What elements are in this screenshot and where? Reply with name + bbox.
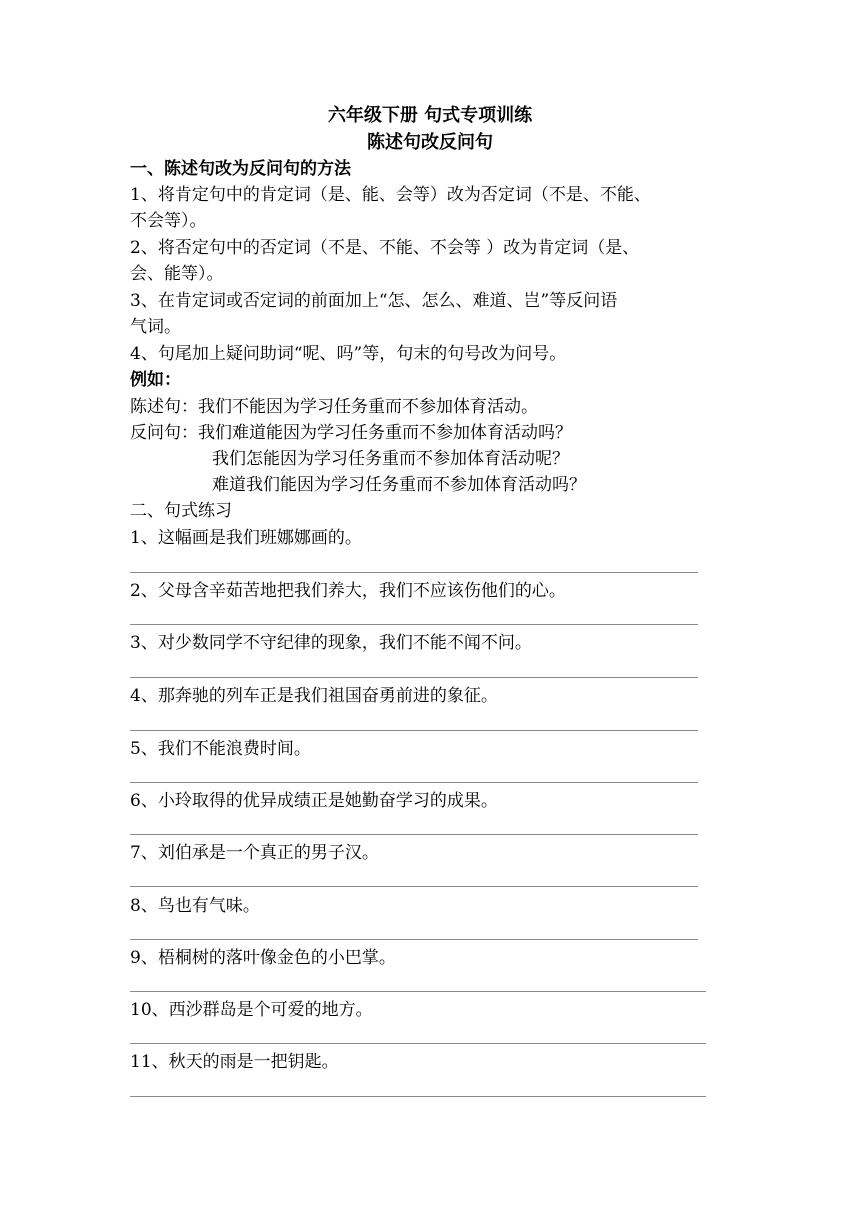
answer-line[interactable] bbox=[130, 1043, 706, 1044]
answer-line[interactable] bbox=[130, 572, 698, 573]
method-line: 4、句尾加上疑问助词“呢、吗”等，句末的句号改为问号。 bbox=[130, 344, 567, 364]
method-line: 会、能等）。 bbox=[130, 264, 224, 284]
practice-item: 7、刘伯承是一个真正的男子汉。 bbox=[130, 843, 379, 863]
practice-item: 3、对少数同学不守纪律的现象，我们不能不闻不问。 bbox=[130, 633, 532, 653]
answer-line[interactable] bbox=[130, 834, 698, 835]
practice-item: 1、这幅画是我们班娜娜画的。 bbox=[130, 528, 362, 548]
practice-item: 8、鸟也有气味。 bbox=[130, 896, 260, 916]
answer-line[interactable] bbox=[130, 886, 698, 887]
example-rhetorical: 反问句：我们难道能因为学习任务重而不参加体育活动吗？ bbox=[130, 423, 572, 443]
method-line: 气词。 bbox=[130, 317, 181, 337]
method-line: 3、在肯定词或否定词的前面加上“怎、怎么、难道、岂”等反问语 bbox=[130, 291, 618, 311]
methods-heading: 一、陈述句改为反问句的方法 bbox=[130, 159, 351, 179]
answer-line[interactable] bbox=[130, 782, 698, 783]
practice-item: 10、西沙群岛是个可爱的地方。 bbox=[130, 1000, 373, 1020]
page-title: 六年级下册 句式专项训练 bbox=[327, 105, 533, 126]
practice-item: 11、秋天的雨是一把钥匙。 bbox=[130, 1052, 339, 1072]
method-line: 不会等）。 bbox=[130, 211, 207, 231]
example-heading: 例如： bbox=[130, 370, 181, 390]
method-line: 2、将否定句中的否定词（不是、不能、不会等 ）改为肯定词（是、 bbox=[130, 238, 640, 258]
method-line: 1、将肯定句中的肯定词（是、能、会等）改为否定词（不是、不能、 bbox=[130, 185, 651, 205]
practice-item: 5、我们不能浪费时间。 bbox=[130, 739, 311, 759]
answer-line[interactable] bbox=[130, 624, 698, 625]
practice-heading: 二、句式练习 bbox=[130, 501, 232, 521]
example-rhetorical: 难道我们能因为学习任务重而不参加体育活动吗？ bbox=[212, 475, 586, 495]
example-statement: 陈述句：我们不能因为学习任务重而不参加体育活动。 bbox=[130, 397, 538, 417]
answer-line[interactable] bbox=[130, 939, 698, 940]
answer-line[interactable] bbox=[130, 1096, 706, 1097]
practice-item: 4、那奔驰的列车正是我们祖国奋勇前进的象征。 bbox=[130, 686, 498, 706]
answer-line[interactable] bbox=[130, 677, 698, 678]
page-subtitle: 陈述句改反问句 bbox=[367, 132, 493, 153]
practice-item: 2、父母含辛茹苦地把我们养大，我们不应该伤他们的心。 bbox=[130, 581, 566, 601]
answer-line[interactable] bbox=[130, 730, 698, 731]
practice-item: 6、小玲取得的优异成绩正是她勤奋学习的成果。 bbox=[130, 791, 498, 811]
practice-item: 9、梧桐树的落叶像金色的小巴掌。 bbox=[130, 948, 396, 968]
example-rhetorical: 我们怎能因为学习任务重而不参加体育活动呢？ bbox=[212, 449, 569, 469]
answer-line[interactable] bbox=[130, 991, 706, 992]
